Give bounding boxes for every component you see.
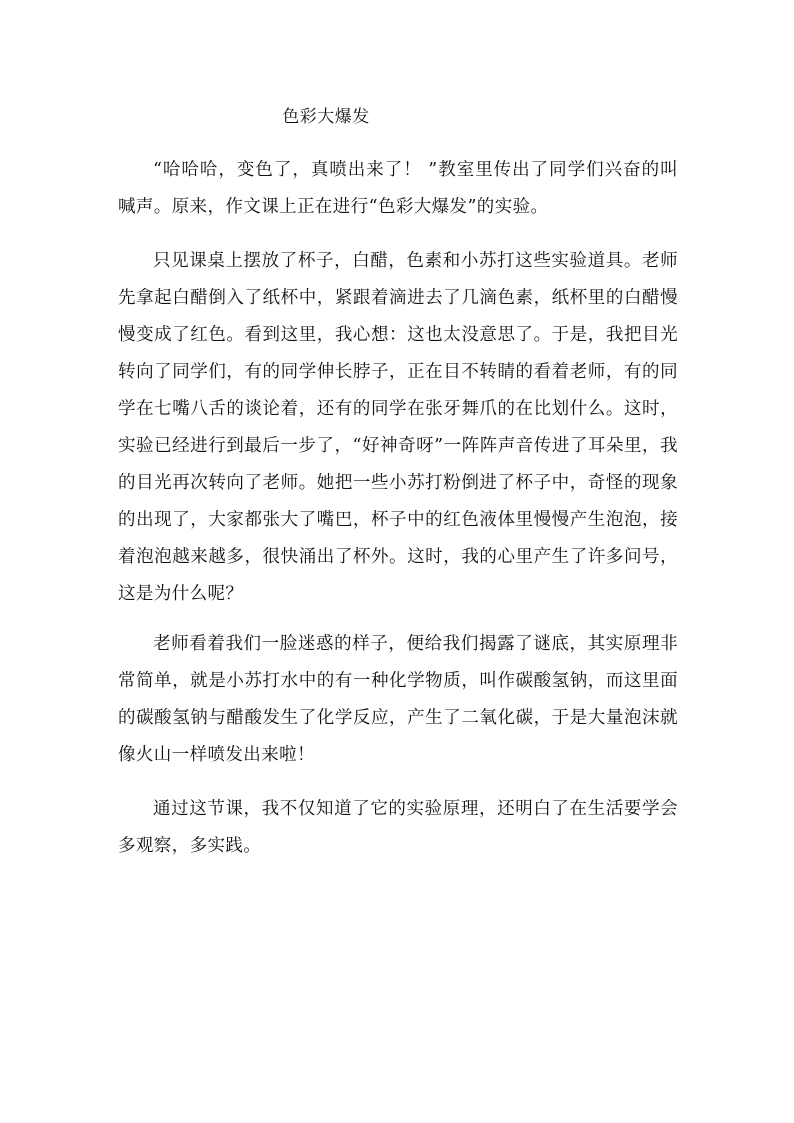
document-body	[118, 152, 678, 878]
document-title: 色彩大爆发	[282, 107, 370, 127]
paragraph-2: 只见课桌上摆放了杯子，白醋，色素和小苏打这些实验道具。老师先拿起白醋倒入了纸杯中，紧跟着滴进去了几滴色素，纸杯里的白醋慢慢变成了红色。看到这里，我心想：这也太没意思了。于是，我把目光转向了同学们，有的同学伸长脖子，正在目不转睛的看着老师，有的同学在七嘴八舌的谈论着，还有的同学在张牙舞爪的在比划什么。这时，实验已经进行到最后一步了，“好神奇呀”一阵阵声音传进了耳朵里，我的目光再次转向了老师。她把一些小苏打粉倒进了杯子中，奇怪的现象的出现了，大家都张大了嘴巴，杯子中的红色液体里慢慢产生泡泡，接着泡泡越来越多，很快涌出了杯外。这时，我的心里产生了许多问号，这是为什么呢？	[118, 251, 678, 604]
paragraph-3: 老师看着我们一脸迷惑的样子，便给我们揭露了谜底，其实原理非常简单，就是小苏打水中的有一种化学物质，叫作碳酸氢钠，而这里面的碳酸氢钠与醋酸发生了化学反应，产生了二氧化碳，于是大量泡沫就像火山一样喷发出来啦！	[118, 634, 678, 765]
paragraph-1: “哈哈哈，变色了，真喷出来了！ ”教室里传出了同学们兴奋的叫喊声。原来，作文课上正在进行“色彩大爆发”的实验。	[118, 160, 678, 217]
paragraph-4: 通过这节课，我不仅知道了它的实验原理，还明白了在生活要学会多观察，多实践。	[118, 799, 678, 856]
